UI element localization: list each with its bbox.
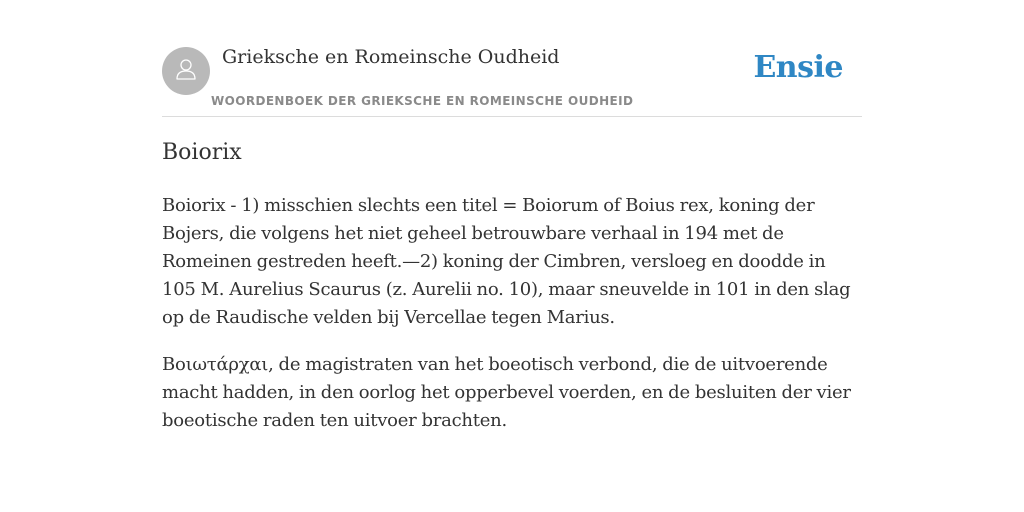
entry-title: Boiorix bbox=[162, 140, 242, 165]
entry-paragraph: Βοιωτάρχαι, de magistraten van het boeotisch verbond, die de uitvoerende macht hadden, in den oorlog het opperbevel voerden, en de besluiten der vier boeotische raden ten uitvoer brachten. bbox=[162, 354, 851, 431]
entry-paragraph: Boiorix - 1) misschien slechts een titel = Boiorum of Boius rex, koning der Bojers, die volgens het niet geheel betrouwbare verhaal in 194 met de Romeinen gestreden heeft.—2) koning der Cimbren, versloeg en doodde in 105 M. Aurelius Scaurus (z. Aurelii no. 10), maar sneuvelde in 101 in den slag op de Raudische velden bij Vercellae tegen Marius. bbox=[162, 195, 851, 328]
source-name-link[interactable]: Grieksche en Romeinsche Oudheid bbox=[222, 46, 560, 68]
ensie-logo[interactable]: Ensie bbox=[753, 50, 843, 85]
user-icon bbox=[173, 56, 199, 86]
source-header bbox=[162, 0, 862, 117]
source-avatar[interactable] bbox=[162, 47, 210, 95]
page-content bbox=[162, 0, 862, 431]
source-subtitle: WOORDENBOEK DER GRIEKSCHE EN ROMEINSCHE OUDHEID bbox=[211, 94, 634, 108]
